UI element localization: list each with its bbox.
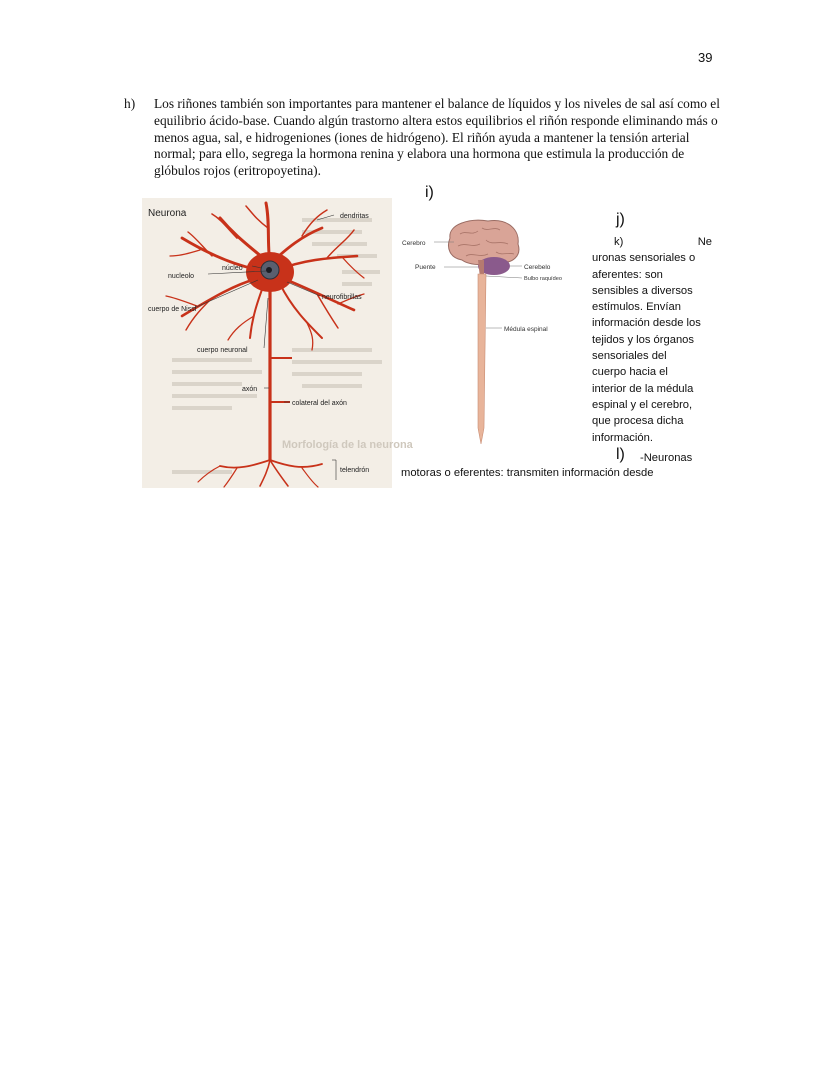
k-line bbox=[592, 234, 712, 250]
side-line: que procesa dicha bbox=[592, 415, 684, 428]
background-heading: Morfología de la neurona bbox=[282, 439, 413, 451]
label-cerebelo: Cerebelo bbox=[524, 264, 551, 271]
brain-spinal-figure bbox=[400, 216, 580, 452]
label-j: j) bbox=[616, 211, 625, 228]
neuron-title: Neurona bbox=[148, 208, 187, 219]
label-dendritas: dendritas bbox=[340, 213, 369, 220]
k-suffix: Ne bbox=[697, 236, 712, 248]
side-line: estímulos. Envían bbox=[592, 301, 681, 314]
motor-neurons-heading: -Neuronas bbox=[640, 452, 693, 464]
label-telendron: telendrón bbox=[340, 467, 370, 474]
side-line: espinal y el cerebro, bbox=[592, 398, 693, 411]
side-line: sensibles a diversos bbox=[592, 284, 693, 297]
label-cuerpo-nissl: cuerpo de Nissl bbox=[148, 306, 197, 313]
label-neurofibrillas: neurofibrillas bbox=[322, 294, 362, 301]
label-i: i) bbox=[425, 184, 434, 201]
label-nucleo: núcleo bbox=[222, 265, 243, 272]
spinal-cord bbox=[478, 274, 486, 444]
label-k: k) bbox=[614, 236, 624, 248]
label-colateral: colateral del axón bbox=[292, 400, 347, 407]
label-cerebro: Cerebro bbox=[402, 240, 426, 247]
label-cuerpo-neuronal: cuerpo neuronal bbox=[197, 347, 248, 354]
page-number: 39 bbox=[698, 50, 713, 65]
label-l: l) bbox=[616, 446, 625, 463]
label-axon: axón bbox=[242, 386, 258, 393]
list-marker: h) bbox=[124, 96, 136, 111]
side-line: información. bbox=[592, 431, 653, 444]
neuron-figure bbox=[142, 198, 413, 488]
side-line: cuerpo hacia el bbox=[592, 366, 668, 379]
sensory-neurons-text bbox=[592, 234, 712, 446]
side-line: información desde los bbox=[592, 317, 701, 330]
side-line: aferentes: son bbox=[592, 268, 663, 281]
cerebrum bbox=[449, 220, 519, 265]
side-line: tejidos y los órganos bbox=[592, 333, 694, 346]
paragraph-text: Los riñones también son importantes para mantener el balance de líquidos y los niveles de sal así como el equilibrio ácido-base. Cuando algún trastorno altera estos equilibrios el riñón responde eliminando más o menos agua, sal, e hidrogeniones (iones de hidrógeno). El riñón ayuda a mantener la tensión arterial normal; para ello, segrega la hormona renina y elabora una hormona que estimula la producción de glóbulos rojos (eritropoyetina). bbox=[154, 96, 720, 179]
nucleolus bbox=[266, 267, 272, 273]
paragraph-h bbox=[124, 96, 724, 180]
side-line: uronas sensoriales o bbox=[592, 252, 696, 265]
label-nucleolo: nucleolo bbox=[168, 273, 195, 280]
label-medula: Médula espinal bbox=[504, 326, 548, 333]
label-bulbo: Bulbo raquídeo bbox=[524, 276, 562, 282]
side-line: interior de la médula bbox=[592, 382, 694, 395]
label-puente: Puente bbox=[415, 264, 436, 271]
motor-neurons-text: motoras o eferentes: transmiten información desde bbox=[401, 467, 654, 479]
side-line: sensoriales del bbox=[592, 350, 667, 363]
